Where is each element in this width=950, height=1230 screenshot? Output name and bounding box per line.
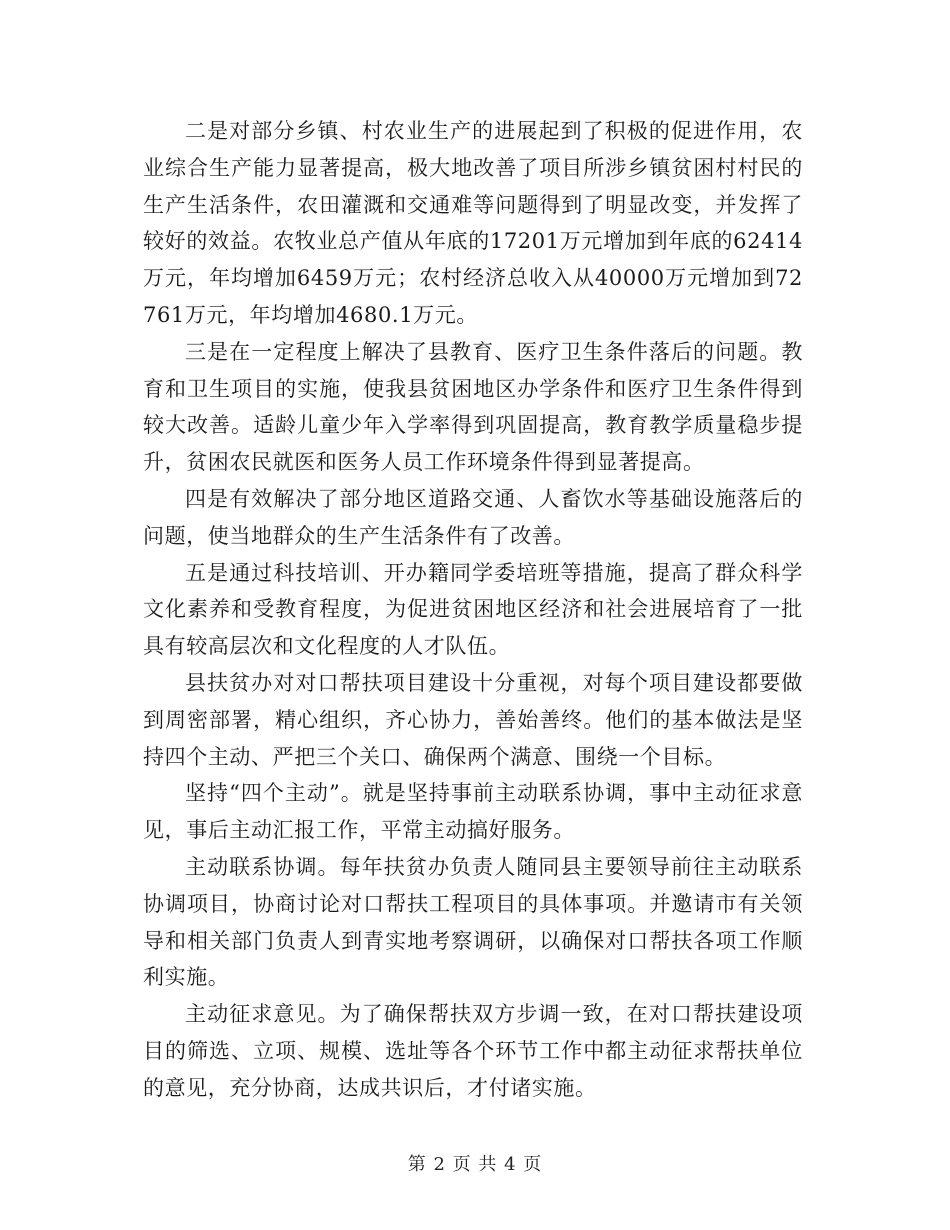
- paragraph: 二是对部分乡镇、村农业生产的进展起到了积极的促进作用，农业综合生产能力显著提高，极大地改善了项目所涉乡镇贫困村村民的生产生活条件，农田灌溉和交通难等问题得到了明显改变，并发挥了较好的效益。农牧业总产值从年底的17201万元增加到年底的62414万元，年均增加6459万元；农村经济总收入从40000万元增加到72761万元，年均增加4680.1万元。: [143, 119, 803, 327]
- document-body: [143, 113, 803, 1107]
- paragraph: 三是在一定程度上解决了县教育、医疗卫生条件落后的问题。教育和卫生项目的实施，使我县贫困地区办学条件和医疗卫生条件得到较大改善。适龄儿童少年入学率得到巩固提高，教育教学质量稳步提升，贫困农民就医和医务人员工作环境条件得到显著提高。: [143, 339, 803, 475]
- paragraph: 主动联系协调。每年扶贫办负责人随同县主要领导前往主动联系协调项目，协商讨论对口帮扶工程项目的具体事项。并邀请市有关领导和相关部门负责人到青实地考察调研，以确保对口帮扶各项工作顺利实施。: [143, 854, 803, 990]
- paragraph: 主动征求意见。为了确保帮扶双方步调一致，在对口帮扶建设项目的筛选、立项、规模、选址等各个环节工作中都主动征求帮扶单位的意见，充分协商，达成共识后，才付诸实施。: [143, 1002, 803, 1100]
- paragraph: 五是通过科技培训、开办籍同学委培班等措施，提高了群众科学文化素养和受教育程度，为促进贫困地区经济和社会进展培育了一批具有较高层次和文化程度的人才队伍。: [143, 560, 803, 659]
- paragraph: 坚持“四个主动”。就是坚持事前主动联系协调，事中主动征求意见，事后主动汇报工作，平常主动搞好服务。: [143, 781, 803, 843]
- paragraph: 四是有效解决了部分地区道路交通、人畜饮水等基础设施落后的问题，使当地群众的生产生活条件有了改善。: [143, 486, 803, 548]
- page-number-footer: 第 2 页 共 4 页: [407, 1154, 543, 1175]
- paragraph: 县扶贫办对对口帮扶项目建设十分重视，对每个项目建设都要做到周密部署，精心组织，齐心协力，善始善终。他们的基本做法是坚持四个主动、严把三个关口、确保两个满意、围绕一个目标。: [143, 670, 803, 769]
